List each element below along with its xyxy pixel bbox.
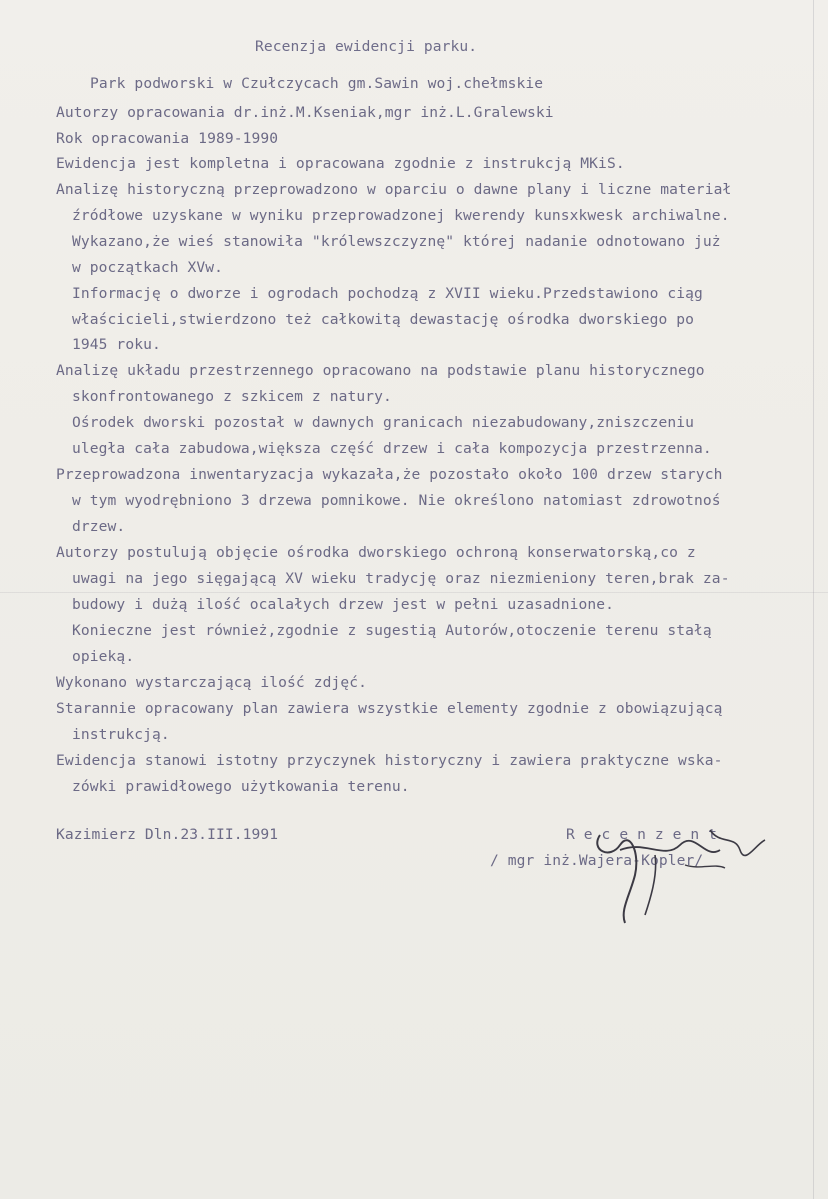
text-line: Autorzy postulują objęcie ośrodka dworskiego ochroną konserwatorską,co z <box>56 544 696 561</box>
text-line: Starannie opracowany plan zawiera wszystkie elementy zgodnie z obowiązującą <box>56 700 723 717</box>
place-date: Kazimierz Dln.23.III.1991 <box>56 826 279 843</box>
text-line: właścicieli,stwierdzono też całkowitą dewastację ośrodka dworskiego po <box>72 311 695 328</box>
text-line: uległa cała zabudowa,większa część drzew i cała kompozycja przestrzenna. <box>72 440 712 457</box>
text-line: Ośrodek dworski pozostał w dawnych granicach niezabudowany,zniszczeniu <box>72 414 695 431</box>
text-line: opieką. <box>72 648 135 665</box>
text-line: Wykonano wystarczającą ilość zdjęć. <box>56 674 368 691</box>
text-line: zówki prawidłowego użytkowania terenu. <box>72 778 410 795</box>
reviewer-heading: R e c e n z e n t <box>566 826 718 843</box>
document-title: Recenzja ewidencji parku. <box>255 38 478 55</box>
text-line: Przeprowadzona inwentaryzacja wykazała,że pozostało około 100 drzew starych <box>56 466 723 483</box>
text-line: uwagi na jego sięgającą XV wieku tradycję oraz niezmieniony teren,brak za- <box>72 570 730 587</box>
text-line: Analizę historyczną przeprowadzono w oparciu o dawne plany i liczne materiał <box>56 181 732 198</box>
text-line: 1945 roku. <box>72 336 161 353</box>
text-line: Informację o dworze i ogrodach pochodzą z XVII wieku.Przedstawiono ciąg <box>72 285 703 302</box>
text-line: w tym wyodrębniono 3 drzewa pomnikowe. Nie określono natomiast zdrowotnoś <box>72 492 721 509</box>
text-line: budowy i dużą ilość ocalałych drzew jest w pełni uzasadnione. <box>72 596 615 613</box>
text-line: w początkach XVw. <box>72 259 224 276</box>
text-line: drzew. <box>72 518 126 535</box>
text-line: Analizę układu przestrzennego opracowano na podstawie planu historycznego <box>56 362 705 379</box>
text-line: Wykazano,że wieś stanowiła "królewszczyznę" której nadanie odnotowano już <box>72 233 721 250</box>
text-line: źródłowe uzyskane w wyniku przeprowadzonej kwerendy kunsxkwesk archiwalne. <box>72 207 730 224</box>
text-line: skonfrontowanego z szkicem z natury. <box>72 388 392 405</box>
paper-fold-vertical <box>813 0 814 1199</box>
paper-fold-horizontal <box>0 592 828 593</box>
text-line: Park podworski w Czułczycach gm.Sawin woj.chełmskie <box>90 75 544 92</box>
text-line: Autorzy opracowania dr.inż.M.Kseniak,mgr inż.L.Gralewski <box>56 104 554 121</box>
text-line: instrukcją. <box>72 726 170 743</box>
handwritten-signature <box>470 805 770 925</box>
text-line: Ewidencja jest kompletna i opracowana zgodnie z instrukcją MKiS. <box>56 155 625 172</box>
reviewer-name: / mgr inż.Wajera-Kopler/ <box>490 852 704 869</box>
text-line: Konieczne jest również,zgodnie z sugestią Autorów,otoczenie terenu stałą <box>72 622 712 639</box>
text-line: Rok opracowania 1989-1990 <box>56 130 279 147</box>
text-line: Ewidencja stanowi istotny przyczynek historyczny i zawiera praktyczne wska- <box>56 752 723 769</box>
